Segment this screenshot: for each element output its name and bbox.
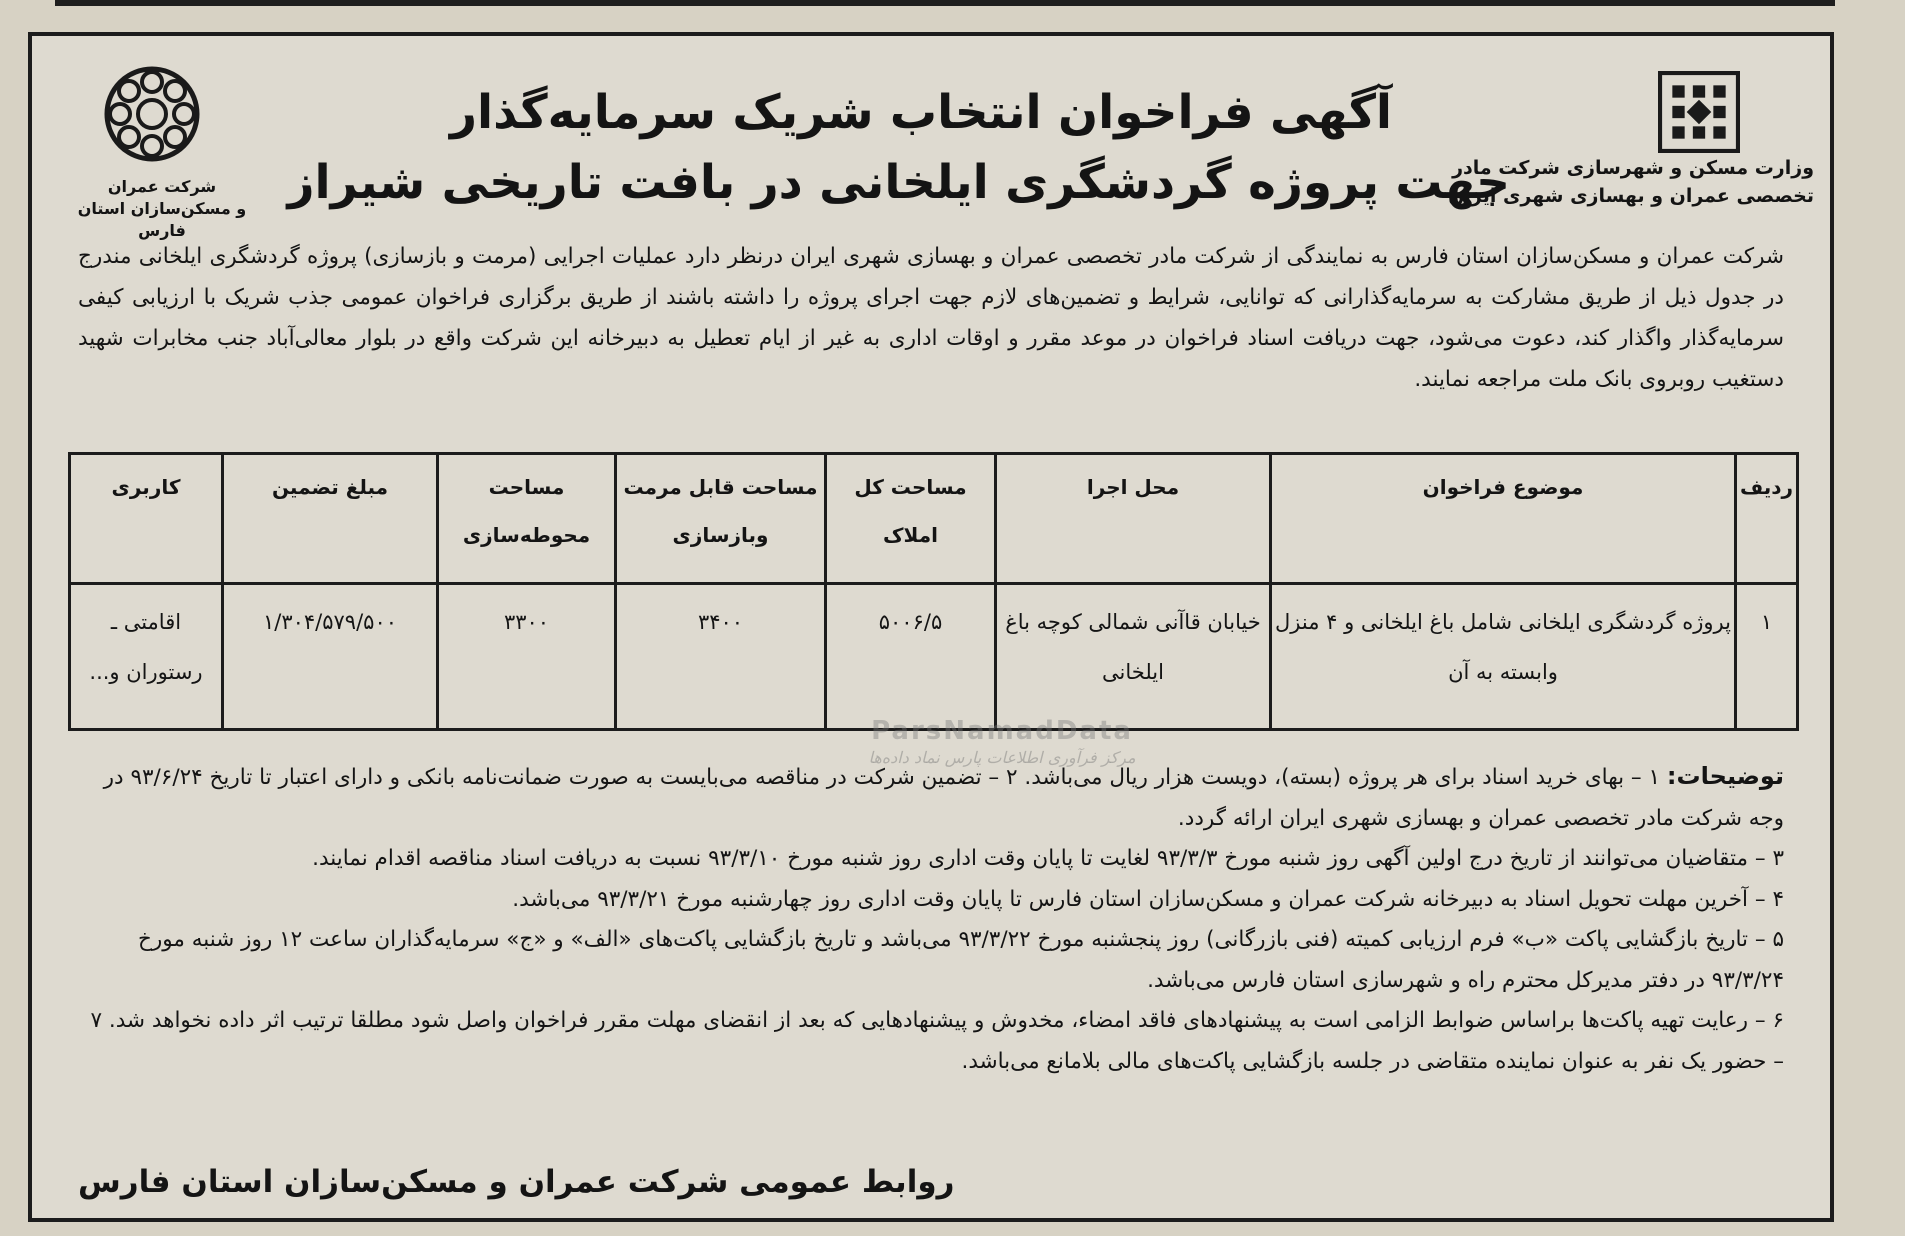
company-logo xyxy=(102,64,202,164)
col-header-landscaping-area: مساحت محوطه‌سازی xyxy=(438,454,616,584)
cell-landscaping-area: ۳۳۰۰ xyxy=(438,584,616,730)
notes-section xyxy=(78,756,1784,1082)
cell-row-number: ۱ xyxy=(1736,584,1798,730)
page-title: آگهی فراخوان انتخاب شریک سرمایه‌گذار جهت پروژه گردشگری ایلخانی در بافت تاریخی شیراز xyxy=(287,85,1510,210)
cell-usage: اقامتی ـ رستوران و... xyxy=(70,584,223,730)
cell-total-area: ۵۰۰۶/۵ xyxy=(826,584,996,730)
note-item: ۵ – تاریخ بازگشایی پاکت «ب» فرم ارزیابی کمیته (فنی بازرگانی) روز پنجشنبه مورخ ۹۳/۳/۲۲ می‌باشد و تاریخ بازگشایی پاکت‌های «الف» و «ج» سرمایه‌گذاران ساعت ۱۲ روز شنبه مورخ ۹۳/۳/۲۴ در دفتر مدیرکل محترم راه و شهرسازی استان فارس می‌باشد. xyxy=(138,927,1784,993)
note-item: ۳ – متقاضیان می‌توانند از تاریخ درج اولین آگهی روز شنبه مورخ ۹۳/۳/۳ لغایت تا پایان وقت اداری روز شنبه مورخ ۹۳/۳/۱۰ نسبت به دریافت اسناد مناقصه اقدام نمایند. xyxy=(312,846,1784,871)
footer-signature: روابط عمومی شرکت عمران و مسکن‌سازان استان فارس xyxy=(78,1164,955,1200)
advertisement xyxy=(28,32,1834,1222)
table-header-row xyxy=(70,454,1798,584)
col-header-row-number: ردیف xyxy=(1736,454,1798,584)
intro-paragraph: شرکت عمران و مسکن‌سازان استان فارس به نمایندگی از شرکت مادر تخصصی عمران و بهسازی شهری ایران درنظر دارد عملیات اجرایی (مرمت و بازسازی) پروژه گردشگری ایلخانی مندرج در جدول ذیل از طریق مشارکت به سرمایه‌گذارانی که توانایی، شرایط و تضمین‌های لازم جهت اجرای پروژه را داشته باشند از طریق برگزاری فراخوان عمومی جذب شریک با ارزیابی کیفی سرمایه‌گذار واگذار کند، دعوت می‌شود، جهت دریافت اسناد فراخوان در موعد مقرر و اوقات اداری به غیر از ایام تعطیل به دبیرخانه این شرکت واقع در بلوار معالی‌آباد جنب مخابرات شهید دستغیب روبروی بانک ملت مراجعه نمایند. xyxy=(78,244,1784,392)
col-header-subject: موضوع فراخوان xyxy=(1271,454,1736,584)
table-row xyxy=(70,584,1798,730)
cell-subject: پروژه گردشگری ایلخانی شامل باغ ایلخانی و ۴ منزل وابسته به آن xyxy=(1271,584,1736,730)
cell-restorable-area: ۳۴۰۰ xyxy=(616,584,826,730)
col-header-total-area: مساحت کل املاک xyxy=(826,454,996,584)
tender-table xyxy=(68,452,1799,731)
note-item: ۴ – آخرین مهلت تحویل اسناد به دبیرخانه شرکت عمران و مسکن‌سازان استان فارس تا پایان وقت اداری روز چهارشنبه مورخ ۹۳/۳/۲۱ می‌باشد. xyxy=(512,886,1784,912)
col-header-guarantee-amount: مبلغ تضمین xyxy=(223,454,438,584)
ministry-name: وزارت مسکن و شهرسازی شرکت مادر تخصصی عمران و بهسازی شهری ایران xyxy=(1448,157,1814,207)
company-name: شرکت عمران و مسکن‌سازان استان فارس xyxy=(77,177,247,240)
top-border xyxy=(55,0,1835,6)
note-item: ۶ – رعایت تهیه پاکت‌ها براساس ضوابط الزامی است به پیشنهادهای فاقد امضاء، مخدوش و پیشنهادهایی که بعد از انقضای مهلت مقرر فراخوان واصل شود مطلقا ترتیب اثر داده نخواهد شد. ۷ – حضور یک نفر به عنوان نماینده متقاضی در جلسه بازگشایی پاکت‌های مالی بلامانع می‌باشد. xyxy=(90,1008,1784,1074)
ministry-logo xyxy=(1658,71,1740,153)
note-item: توضیحات: ۱ – بهای خرید اسناد برای هر پروژه (بسته)، دویست هزار ریال می‌باشد. ۲ – تضمین شرکت در مناقصه می‌بایست به صورت ضمانت‌نامه بانکی و دارای اعتبار تا تاریخ ۹۳/۶/۲۴ در وجه شرکت مادر تخصصی عمران و بهسازی شهری ایران ارائه گردد. xyxy=(103,762,1784,831)
watermark-subtitle: مرکز فرآوری اطلاعات پارس نماد داده‌ها xyxy=(868,748,1136,767)
col-header-restorable-area: مساحت قابل مرمت وبازسازی xyxy=(616,454,826,584)
cell-guarantee-amount: ۱/۳۰۴/۵۷۹/۵۰۰ xyxy=(223,584,438,730)
col-header-location: محل اجرا xyxy=(996,454,1271,584)
cell-location: خیابان قاآنی شمالی کوچه باغ ایلخانی xyxy=(996,584,1271,730)
col-header-usage: کاربری xyxy=(70,454,223,584)
notes-label: توضیحات: xyxy=(1666,762,1784,790)
watermark-logo-text: ParsNamadData xyxy=(871,716,1133,746)
